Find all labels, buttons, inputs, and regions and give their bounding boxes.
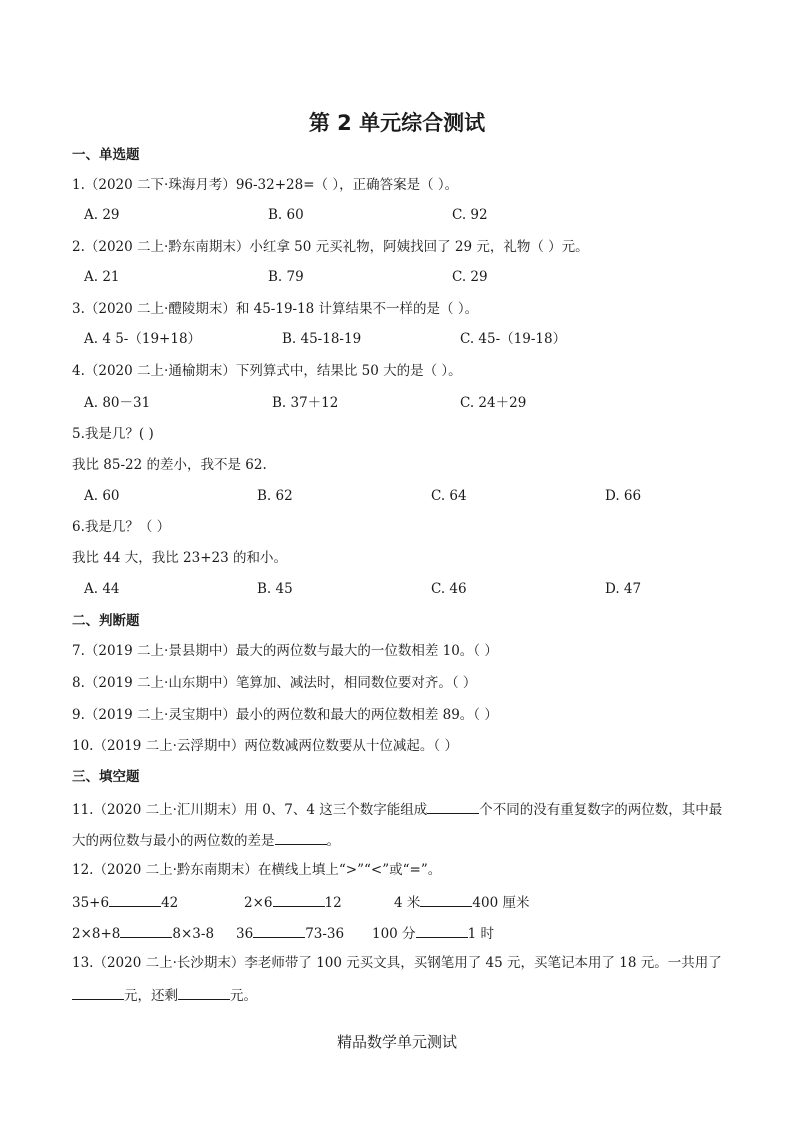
item-right: 42	[161, 895, 179, 911]
question-4-option-a: A. 80－31	[84, 395, 151, 411]
question-5-stem: 5.我是几？( )	[72, 426, 154, 442]
question-7: 7.（2019 二上·景县期中）最大的两位数与最大的一位数相差 10。（ ）	[72, 643, 498, 659]
answer-blank[interactable]	[416, 923, 468, 938]
question-10: 10.（2019 二上·云浮期中）两位数减两位数要从十位减起。（ ）	[72, 738, 458, 754]
question-4-option-b: B. 37＋12	[272, 395, 339, 411]
item-left: 2×8+8	[72, 926, 121, 942]
item-left: 100 分	[372, 926, 416, 942]
question-11-text-d: 。	[326, 833, 340, 849]
answer-blank[interactable]	[275, 830, 327, 845]
question-3-stem: 3.（2020 二上·醴陵期末）和 45-19-18 计算结果不一样的是（ ）。	[72, 301, 479, 317]
question-12-item-2	[244, 892, 342, 912]
section-heading-true-false: 二、判断题	[72, 613, 140, 629]
question-2-option-c: C. 29	[452, 269, 488, 285]
question-5-option-b: B. 62	[257, 488, 293, 504]
question-11-line-1	[72, 799, 722, 819]
question-2-option-b: B. 79	[268, 269, 304, 285]
answer-blank[interactable]	[120, 923, 172, 938]
question-1-stem: 1.（2020 二下·珠海月考）96-32+28=（ ），正确答案是（ ）。	[72, 177, 459, 193]
item-left: 4 米	[394, 895, 421, 911]
question-11-text-b: 个不同的没有重复数字的两位数，其中最	[479, 802, 723, 818]
question-2-stem: 2.（2020 二上·黔东南期末）小红拿 50 元买礼物，阿姨找回了 29 元，礼物（ ）元。	[72, 239, 589, 255]
item-right: 73-36	[305, 926, 345, 942]
question-3-option-c: C. 45-（19-18）	[460, 331, 567, 347]
section-heading-fill-blank: 三、填空题	[72, 769, 140, 785]
answer-blank[interactable]	[109, 892, 161, 907]
question-12-stem: 12.（2020 二上·黔东南期末）在横线上填上“>”“<”或“=”。	[72, 862, 442, 878]
question-4-option-c: C. 24＋29	[460, 395, 527, 411]
question-11-text-a: 11.（2020 二上·汇川期末）用 0、7、4 这三个数字能组成	[72, 802, 428, 818]
question-8: 8.（2019 二上·山东期中）笔算加、减法时，相同数位要对齐。（ ）	[72, 675, 477, 691]
item-left: 35+6	[72, 895, 110, 911]
question-5-option-c: C. 64	[431, 488, 467, 504]
question-1-option-b: B. 60	[268, 207, 304, 223]
question-1-option-c: C. 92	[452, 207, 488, 223]
question-5-option-a: A. 60	[84, 488, 120, 504]
item-left: 36	[236, 926, 254, 942]
item-right: 8×3-8	[172, 926, 215, 942]
answer-blank[interactable]	[427, 799, 479, 814]
item-left: 2×6	[244, 895, 273, 911]
question-6-option-b: B. 45	[257, 581, 293, 597]
question-11-text-c: 大的两位数与最小的两位数的差是	[72, 833, 275, 849]
answer-blank[interactable]	[253, 923, 305, 938]
question-2-option-a: A. 21	[84, 269, 120, 285]
question-13-line-2	[72, 985, 257, 1005]
question-3-option-a: A. 4 5-（19+18）	[84, 331, 202, 347]
question-6-option-d: D. 47	[605, 581, 642, 597]
question-6-stem: 6.我是几？（ ）	[72, 519, 171, 535]
question-1-option-a: A. 29	[84, 207, 120, 223]
answer-blank[interactable]	[420, 892, 472, 907]
item-right: 400 厘米	[472, 895, 530, 911]
question-5-description: 我比 85-22 的差小，我不是 62.	[72, 457, 267, 473]
question-12-item-5	[236, 923, 344, 943]
item-right: 12	[324, 895, 342, 911]
question-13-text-a: 元，还剩	[124, 988, 178, 1004]
question-9: 9.（2019 二上·灵宝期中）最小的两位数和最大的两位数相差 89。（ ）	[72, 707, 498, 723]
question-11-line-2	[72, 830, 340, 850]
page-footer: 精品数学单元测试	[336, 1033, 457, 1051]
question-12-item-6	[372, 923, 494, 943]
question-5-option-d: D. 66	[605, 488, 642, 504]
item-right: 1 时	[467, 926, 494, 942]
question-6-option-c: C. 46	[431, 581, 467, 597]
section-heading-single-choice: 一、单选题	[72, 147, 140, 163]
question-3-option-b: B. 45-18-19	[282, 331, 362, 347]
question-4-stem: 4.（2020 二上·通榆期末）下列算式中，结果比 50 大的是（ ）。	[72, 363, 462, 379]
answer-blank[interactable]	[273, 892, 325, 907]
question-12-item-1	[72, 892, 178, 912]
question-12-item-3	[394, 892, 529, 912]
question-12-item-4	[72, 923, 214, 943]
question-13-line-1: 13.（2020 二上·长沙期末）李老师带了 100 元买文具，买钢笔用了 45 元，买笔记本用了 18 元。一共用了	[72, 955, 722, 971]
question-6-option-a: A. 44	[84, 581, 120, 597]
answer-blank[interactable]	[72, 985, 124, 1000]
question-13-text-b: 元。	[230, 988, 257, 1004]
answer-blank[interactable]	[178, 985, 230, 1000]
question-6-description: 我比 44 大，我比 23+23 的和小。	[72, 550, 288, 566]
page-title: 第 2 单元综合测试	[308, 111, 486, 135]
